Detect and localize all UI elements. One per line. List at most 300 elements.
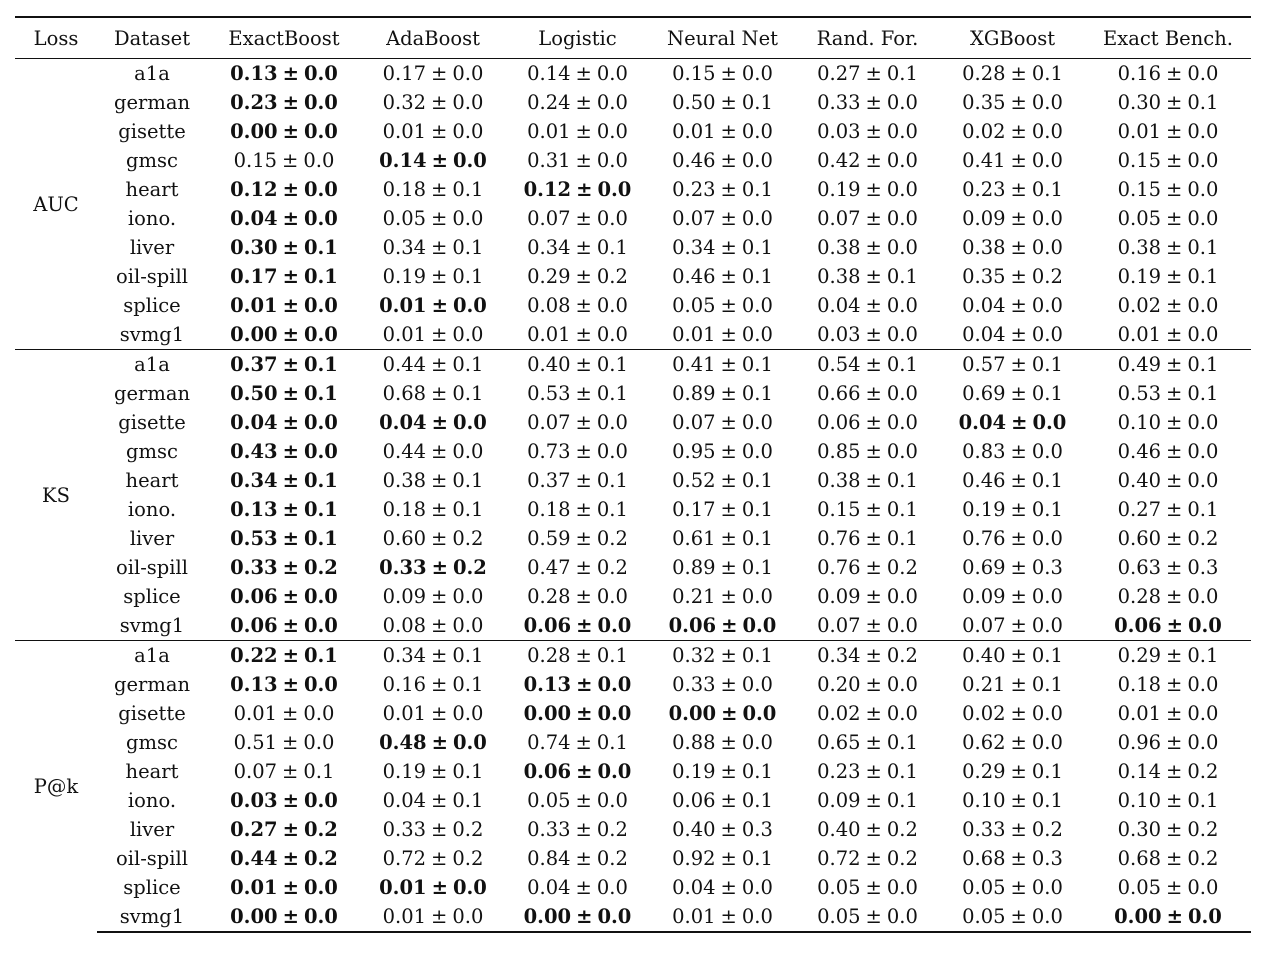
score-mean: 0.29: [962, 760, 1006, 783]
score-cell-adaboost: [361, 902, 505, 932]
score-std: 0.2: [452, 847, 484, 870]
table-row: [15, 728, 1251, 757]
best-score: [230, 323, 338, 346]
loss-label-auc: AUC: [33, 192, 79, 216]
plus-minus-sign: ±: [282, 294, 299, 317]
plus-minus-sign: ±: [576, 702, 593, 725]
score: [817, 382, 918, 405]
score-cell-neural-net: [650, 699, 795, 728]
score-cell-exact-bench: [1085, 175, 1251, 204]
score-cell-rand-for: [795, 815, 940, 844]
plus-minus-sign: ±: [720, 120, 737, 143]
score-std: 0.1: [1031, 760, 1063, 783]
score: [962, 469, 1063, 492]
score-std: 0.0: [452, 149, 487, 172]
plus-minus-sign: ±: [575, 527, 592, 550]
score: [817, 149, 918, 172]
plus-minus-sign: ±: [720, 323, 737, 346]
score-cell-xgboost: [940, 204, 1085, 233]
score-cell-neural-net: [650, 495, 795, 524]
score: [817, 294, 918, 317]
score-cell-adaboost: [361, 757, 505, 786]
dataset-name: gisette: [118, 702, 186, 725]
score-cell-adaboost: [361, 844, 505, 873]
score: [962, 120, 1063, 143]
score-std: 0.2: [886, 556, 918, 579]
score: [527, 644, 628, 667]
score-std: 0.0: [303, 207, 338, 230]
plus-minus-sign: ±: [865, 876, 882, 899]
plus-minus-sign: ±: [431, 236, 448, 259]
score-cell-rand-for: [795, 146, 940, 175]
plus-minus-sign: ±: [1010, 294, 1027, 317]
score-std: 0.1: [452, 382, 484, 405]
score: [383, 905, 484, 928]
plus-minus-sign: ±: [720, 673, 737, 696]
score-cell-logistic: [505, 786, 650, 815]
plus-minus-sign: ±: [720, 236, 737, 259]
plus-minus-sign: ±: [865, 469, 882, 492]
score-cell-exact-bench: [1085, 320, 1251, 350]
score: [383, 847, 484, 870]
score-cell-exactboost: [207, 582, 361, 611]
plus-minus-sign: ±: [431, 702, 448, 725]
score-std: 0.1: [886, 62, 918, 85]
score-cell-rand-for: [795, 641, 940, 671]
plus-minus-sign: ±: [1166, 323, 1183, 346]
score-cell-exactboost: [207, 902, 361, 932]
dataset-name: heart: [125, 469, 179, 492]
table-row: [15, 670, 1251, 699]
plus-minus-sign: ±: [431, 440, 448, 463]
score-mean: 0.04: [672, 876, 716, 899]
header-exact-bench: Exact Bench.: [1085, 17, 1251, 59]
score-std: 0.2: [596, 818, 628, 841]
score-cell-neural-net: [650, 88, 795, 117]
score-std: 0.1: [886, 469, 918, 492]
score-cell-xgboost: [940, 670, 1085, 699]
score-std: 0.1: [303, 265, 338, 288]
score-cell-exactboost: [207, 786, 361, 815]
score-mean: 0.07: [527, 411, 571, 434]
loss-label-p-k: P@k: [15, 641, 97, 933]
score-std: 0.0: [596, 876, 628, 899]
score-cell-neural-net: [650, 670, 795, 699]
score-cell-exact-bench: [1085, 582, 1251, 611]
score: [817, 876, 918, 899]
score-mean: 0.14: [1117, 760, 1162, 783]
score-std: 0.1: [741, 382, 773, 405]
score-cell-logistic: [505, 320, 650, 350]
plus-minus-sign: ±: [721, 702, 738, 725]
score-mean: 0.76: [817, 556, 861, 579]
score-std: 0.2: [1187, 847, 1219, 870]
score: [1118, 556, 1219, 579]
score-cell-exactboost: [207, 117, 361, 146]
plus-minus-sign: ±: [1010, 847, 1027, 870]
score-std: 0.2: [1031, 265, 1063, 288]
score-std: 0.0: [596, 323, 628, 346]
table-row: [15, 815, 1251, 844]
table-row: [15, 379, 1251, 408]
score-std: 0.2: [1187, 818, 1219, 841]
header-loss: Loss: [15, 17, 97, 59]
score-std: 0.0: [1031, 731, 1063, 754]
score: [527, 789, 628, 812]
score-std: 0.0: [596, 91, 628, 114]
score: [1118, 876, 1219, 899]
score: [383, 614, 484, 637]
score-cell-logistic: [505, 699, 650, 728]
score-std: 0.2: [452, 818, 484, 841]
score-std: 0.0: [1187, 614, 1222, 637]
plus-minus-sign: ±: [721, 614, 738, 637]
dataset-name: oil-spill: [115, 265, 188, 288]
plus-minus-sign: ±: [720, 847, 737, 870]
plus-minus-sign: ±: [720, 556, 737, 579]
score-std: 0.0: [596, 62, 628, 85]
plus-minus-sign: ±: [720, 905, 737, 928]
plus-minus-sign: ±: [431, 527, 448, 550]
score-std: 0.1: [596, 469, 628, 492]
score-cell-rand-for: [795, 88, 940, 117]
score-std: 0.0: [1187, 411, 1219, 434]
score-std: 0.0: [596, 789, 628, 812]
dataset-name: gmsc: [126, 149, 178, 172]
score-std: 0.0: [597, 702, 632, 725]
score-std: 0.1: [303, 644, 338, 667]
score-mean: 0.47: [527, 556, 571, 579]
score-cell-neural-net: [650, 146, 795, 175]
score: [527, 411, 628, 434]
score-std: 0.1: [741, 760, 773, 783]
plus-minus-sign: ±: [282, 760, 299, 783]
score-std: 0.1: [1187, 236, 1219, 259]
score-std: 0.1: [596, 382, 628, 405]
plus-minus-sign: ±: [865, 673, 882, 696]
score-cell-exactboost: [207, 466, 361, 495]
plus-minus-sign: ±: [1010, 614, 1027, 637]
score-mean: 0.04: [382, 789, 427, 812]
score-std: 0.1: [1031, 353, 1063, 376]
best-score: [379, 876, 487, 899]
score-cell-adaboost: [361, 233, 505, 262]
plus-minus-sign: ±: [865, 323, 882, 346]
score-cell-adaboost: [361, 379, 505, 408]
score-std: 0.0: [1031, 236, 1063, 259]
score-std: 0.0: [597, 673, 632, 696]
score: [962, 62, 1063, 85]
plus-minus-sign: ±: [720, 731, 737, 754]
score-mean: 0.14: [527, 62, 571, 85]
score-std: 0.0: [597, 178, 632, 201]
plus-minus-sign: ±: [1166, 353, 1183, 376]
score-std: 0.1: [596, 731, 628, 754]
score-std: 0.0: [1031, 91, 1063, 114]
score-mean: 0.46: [672, 265, 716, 288]
table-row: [15, 146, 1251, 175]
score-std: 0.0: [1187, 120, 1219, 143]
score-mean: 0.14: [379, 149, 427, 172]
score: [527, 731, 628, 754]
score-mean: 0.09: [817, 585, 861, 608]
score-std: 0.1: [452, 673, 484, 696]
score-cell-logistic: [505, 873, 650, 902]
score-mean: 0.74: [527, 731, 571, 754]
score-mean: 0.06: [668, 614, 717, 637]
score: [817, 585, 918, 608]
score-cell-exact-bench: [1085, 873, 1251, 902]
table-row: [15, 641, 1251, 671]
score-std: 0.0: [303, 673, 338, 696]
score-mean: 0.09: [962, 207, 1006, 230]
score-mean: 0.44: [382, 353, 427, 376]
score: [234, 149, 335, 172]
score-cell-xgboost: [940, 146, 1085, 175]
score-mean: 0.06: [523, 760, 572, 783]
score-cell-exactboost: [207, 146, 361, 175]
score: [817, 847, 918, 870]
plus-minus-sign: ±: [575, 847, 592, 870]
score-cell-adaboost: [361, 582, 505, 611]
plus-minus-sign: ±: [431, 876, 448, 899]
score-mean: 0.27: [1117, 498, 1162, 521]
plus-minus-sign: ±: [1166, 731, 1183, 754]
plus-minus-sign: ±: [282, 178, 299, 201]
best-score: [524, 178, 632, 201]
score-cell-logistic: [505, 233, 650, 262]
score-std: 0.1: [741, 91, 773, 114]
score-std: 0.0: [452, 294, 487, 317]
table-row: [15, 291, 1251, 320]
score-cell-exact-bench: [1085, 350, 1251, 380]
table-row: [15, 873, 1251, 902]
score: [962, 294, 1063, 317]
score-cell-xgboost: [940, 379, 1085, 408]
score-mean: 0.40: [1117, 469, 1162, 492]
plus-minus-sign: ±: [282, 236, 299, 259]
plus-minus-sign: ±: [1166, 644, 1183, 667]
plus-minus-sign: ±: [431, 411, 448, 434]
score-cell-adaboost: [361, 873, 505, 902]
plus-minus-sign: ±: [865, 905, 882, 928]
score-cell-exact-bench: [1085, 553, 1251, 582]
score-cell-logistic: [505, 524, 650, 553]
dataset-name: svmg1: [97, 902, 207, 932]
score-std: 0.1: [303, 469, 338, 492]
score-std: 0.0: [1031, 527, 1063, 550]
score-std: 0.3: [1031, 847, 1063, 870]
score-std: 0.0: [596, 294, 628, 317]
plus-minus-sign: ±: [720, 644, 737, 667]
score-std: 0.2: [886, 818, 918, 841]
score-std: 0.1: [741, 789, 773, 812]
plus-minus-sign: ±: [1010, 149, 1027, 172]
score-std: 0.0: [886, 876, 918, 899]
score-std: 0.3: [1031, 556, 1063, 579]
score: [817, 644, 918, 667]
plus-minus-sign: ±: [282, 120, 299, 143]
table-row: [15, 699, 1251, 728]
score-mean: 0.96: [1117, 731, 1162, 754]
plus-minus-sign: ±: [720, 469, 737, 492]
score: [383, 673, 484, 696]
score-cell-exact-bench: [1085, 641, 1251, 671]
score-cell-exact-bench: [1085, 466, 1251, 495]
score-mean: 0.10: [1117, 411, 1162, 434]
score-mean: 0.34: [672, 236, 716, 259]
plus-minus-sign: ±: [865, 236, 882, 259]
score: [962, 585, 1063, 608]
score-cell-neural-net: [650, 728, 795, 757]
score-mean: 0.05: [1117, 876, 1162, 899]
plus-minus-sign: ±: [1166, 527, 1183, 550]
score-mean: 0.00: [523, 702, 572, 725]
plus-minus-sign: ±: [1010, 876, 1027, 899]
score-mean: 0.23: [817, 760, 861, 783]
plus-minus-sign: ±: [1010, 120, 1027, 143]
score-std: 0.1: [741, 469, 773, 492]
score-mean: 0.30: [1117, 91, 1162, 114]
score-cell-neural-net: [650, 350, 795, 380]
score-cell-xgboost: [940, 495, 1085, 524]
score-mean: 0.37: [527, 469, 571, 492]
plus-minus-sign: ±: [282, 265, 299, 288]
score-std: 0.0: [596, 149, 628, 172]
score-cell-rand-for: [795, 873, 940, 902]
score-std: 0.0: [303, 876, 338, 899]
score-std: 0.0: [741, 207, 773, 230]
score-mean: 0.01: [672, 120, 716, 143]
score: [383, 62, 484, 85]
score: [1118, 353, 1219, 376]
score-mean: 0.05: [962, 876, 1006, 899]
score-cell-neural-net: [650, 408, 795, 437]
best-score: [230, 440, 338, 463]
score-std: 0.0: [886, 294, 918, 317]
dataset-name: german: [113, 382, 191, 405]
table-row: [15, 437, 1251, 466]
plus-minus-sign: ±: [720, 91, 737, 114]
score: [1118, 91, 1219, 114]
dataset-name: splice: [123, 876, 181, 899]
plus-minus-sign: ±: [431, 731, 448, 754]
score-std: 0.0: [452, 585, 484, 608]
score-cell-xgboost: [940, 582, 1085, 611]
score-cell-exactboost: [207, 641, 361, 671]
score-cell-adaboost: [361, 88, 505, 117]
plus-minus-sign: ±: [431, 469, 448, 492]
dataset-name: liver: [129, 818, 175, 841]
score-std: 0.0: [303, 702, 335, 725]
header-xgboost: XGBoost: [940, 17, 1085, 59]
score-std: 0.0: [741, 294, 773, 317]
score-mean: 0.02: [817, 702, 861, 725]
score: [672, 673, 773, 696]
best-score: [230, 585, 338, 608]
score-mean: 0.46: [1117, 440, 1162, 463]
plus-minus-sign: ±: [1166, 760, 1183, 783]
score: [817, 178, 918, 201]
score-mean: 0.02: [962, 702, 1006, 725]
score-cell-exact-bench: [1085, 699, 1251, 728]
score-mean: 0.01: [382, 323, 427, 346]
score-cell-xgboost: [940, 88, 1085, 117]
score-cell-xgboost: [940, 437, 1085, 466]
score: [383, 760, 484, 783]
plus-minus-sign: ±: [1010, 731, 1027, 754]
score-std: 0.2: [303, 847, 338, 870]
best-score: [379, 149, 487, 172]
plus-minus-sign: ±: [720, 62, 737, 85]
plus-minus-sign: ±: [865, 120, 882, 143]
best-score: [524, 673, 632, 696]
score: [817, 62, 918, 85]
score-mean: 0.07: [672, 207, 716, 230]
score: [672, 760, 773, 783]
score-std: 0.0: [1031, 149, 1063, 172]
plus-minus-sign: ±: [282, 411, 299, 434]
score-std: 0.0: [596, 120, 628, 143]
score-cell-rand-for: [795, 59, 940, 89]
score-mean: 0.04: [379, 411, 427, 434]
score-cell-logistic: [505, 117, 650, 146]
score-std: 0.0: [452, 207, 484, 230]
score: [1118, 411, 1219, 434]
score-cell-rand-for: [795, 437, 940, 466]
best-score: [524, 614, 632, 637]
plus-minus-sign: ±: [865, 62, 882, 85]
score: [383, 585, 484, 608]
score-cell-logistic: [505, 757, 650, 786]
plus-minus-sign: ±: [282, 673, 299, 696]
score-mean: 0.06: [230, 614, 278, 637]
score-mean: 0.07: [527, 207, 571, 230]
best-score: [230, 614, 338, 637]
plus-minus-sign: ±: [1166, 120, 1183, 143]
plus-minus-sign: ±: [720, 207, 737, 230]
plus-minus-sign: ±: [1010, 91, 1027, 114]
score: [962, 323, 1063, 346]
score-std: 0.2: [886, 644, 918, 667]
score-std: 0.0: [1187, 207, 1219, 230]
score-std: 0.0: [741, 411, 773, 434]
best-score: [524, 905, 632, 928]
score-cell-xgboost: [940, 815, 1085, 844]
score-cell-adaboost: [361, 495, 505, 524]
score-mean: 0.52: [672, 469, 716, 492]
score-cell-rand-for: [795, 757, 940, 786]
score-cell-exactboost: [207, 320, 361, 350]
best-score: [230, 91, 338, 114]
score-mean: 0.00: [230, 905, 278, 928]
score-cell-logistic: [505, 611, 650, 641]
best-score: [230, 353, 338, 376]
plus-minus-sign: ±: [431, 323, 448, 346]
score-std: 0.0: [452, 411, 487, 434]
score-cell-rand-for: [795, 582, 940, 611]
score: [817, 323, 918, 346]
plus-minus-sign: ±: [282, 614, 299, 637]
score: [672, 91, 773, 114]
plus-minus-sign: ±: [865, 91, 882, 114]
score-mean: 0.95: [672, 440, 716, 463]
score-std: 0.0: [1187, 731, 1219, 754]
score: [1118, 789, 1219, 812]
table-row: [15, 553, 1251, 582]
score-cell-exactboost: [207, 728, 361, 757]
score-cell-exactboost: [207, 844, 361, 873]
